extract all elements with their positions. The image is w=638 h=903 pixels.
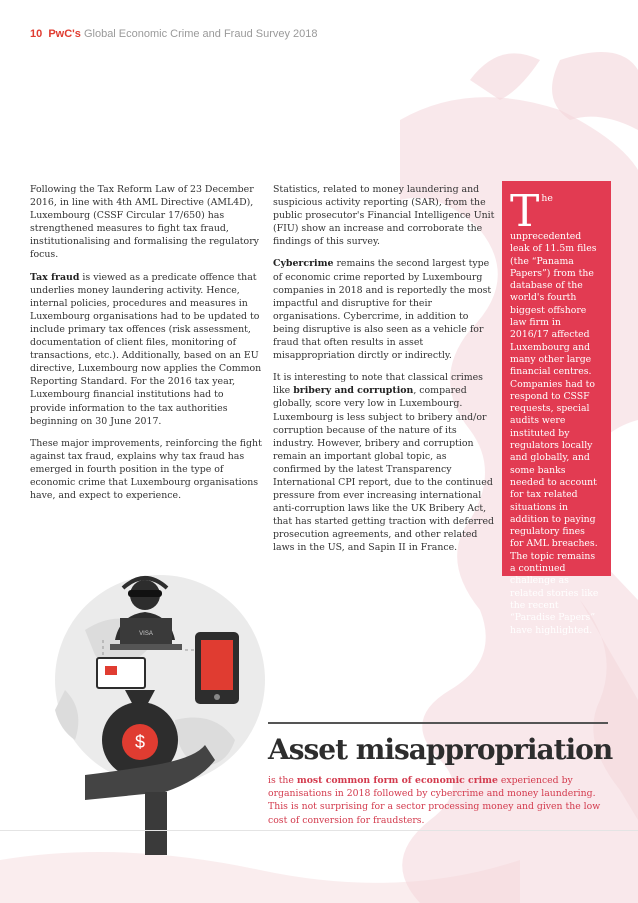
footer-divider (0, 830, 638, 831)
paragraph: These major improvements, reinforcing the fight against tax fraud, explains why tax fraud has emerged in fourth position in the type of economic crime that Luxembourg organisations have, and expect to experience. (30, 437, 262, 502)
sidebar-callout (502, 181, 611, 636)
page-number: 10 (30, 28, 43, 40)
paragraph: Tax fraud is viewed as a predicate offence that underlies money laundering activity. Hence, internal policies, procedures and measures in Luxembourg organisations had to be updated to include primary tax offences (risk assessment, documentation of client files, monitoring of transactions, etc.). Additionally, based on an EU directive, Luxembourg now applies the Common Reporting Standard. For the 2016 tax year, Luxembourg financial institutions had to provide information to the tax authorities beginning on 30 June 2017. (30, 271, 262, 427)
term-bribery: bribery and corruption (293, 385, 414, 397)
section-rule (268, 722, 608, 724)
term-cybercrime: Cybercrime (273, 258, 334, 270)
page-header (30, 28, 318, 40)
cyber-fraud-illustration (25, 570, 280, 855)
paragraph: Following the Tax Reform Law of 23 December 2016, in line with 4th AML Directive (AML4D), Luxembourg (CSSF Circular 17/650) has strengthened measures to fight tax fraud, institutionalising and formalising the regulatory focus. (30, 184, 259, 261)
svg-text:VISA: VISA (139, 631, 153, 637)
brand-name: PwC's (48, 28, 81, 40)
svg-text:$: $ (134, 732, 146, 752)
mobile-phone-icon (195, 632, 239, 704)
paragraph: Cybercrime remains the second largest type of economic crime reported by Luxembourg companies in 2018 and is reportedly the most impactful and disruptive for their organisations. Cybercrime, in addition to being disruptive is also seen as a vehicle for fraud that often results in asset misappropriation dirctly or indirectly. (273, 258, 492, 362)
report-title: Global Economic Crime and Fraud Survey 2018 (83, 28, 318, 40)
laptop-icon (110, 618, 182, 650)
paragraph: It is interesting to note that classical crimes like bribery and corruption, compared globally, score very low in Luxembourg. Luxembourg is less subject to bribery and/or corruption because of the nature of its industry. However, bribery and corruption remain an important global topic, as confirmed by the latest Transparency International CPI report, due to the continued pressure from ever increasing international anti-corruption laws like the UK Bribery Act, that has started getting traction with deferred prosecution agreements, and other related laws in the US, and Sapin II in France. (273, 372, 495, 554)
body-column-left (30, 183, 262, 511)
highlight-text: most common form of economic crime (296, 775, 498, 786)
sidebar-text: he unprecedented leak of 11.5m files (the “Panama Papers”) from the database of the world's fourth biggest offshore law firm in 2016/17 affected Luxembourg and many other large financial centres. Companies had to respond to CSSF requests, special audits were instituted by regulators locally and globally, and some banks needed to account for tax related situations in addition to paying regulatory fines for AML breaches. The topic remains a continued challenge as related stories like the recent “Paradise Papers” have highlighted. (510, 193, 599, 636)
card-icon (97, 658, 145, 688)
term-tax-fraud: Tax fraud (30, 271, 80, 283)
body-column-middle (273, 183, 495, 564)
drop-cap: T (510, 186, 540, 237)
section-title: Asset misappropriation (268, 733, 613, 766)
section-intro: is the most common form of economic crime experienced by organisations in 2018 followed by cybercrime and money laundering. This is not surprising for a sector processing money and given the low cost of conversion for fraudsters. (268, 775, 601, 826)
paragraph: Statistics, related to money laundering and suspicious activity reporting (SAR), from the public prosecutor's Financial Intelligence Unit (FIU) show an increase and corroborate the findings of this survey. (273, 184, 495, 248)
